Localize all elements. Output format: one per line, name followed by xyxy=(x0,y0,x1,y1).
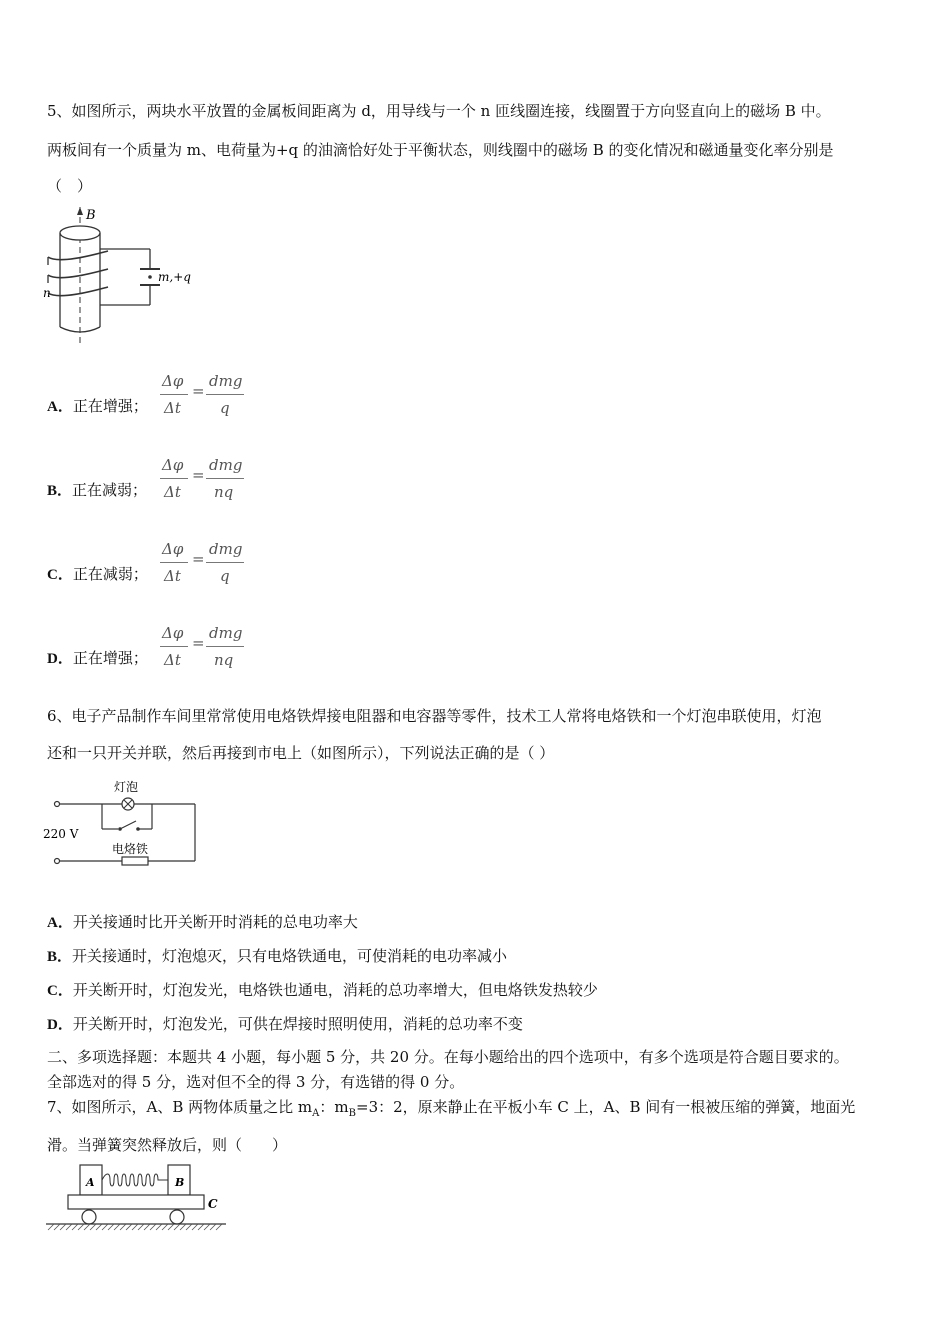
q5-option-formula: Δφ Δt = dmg nq xyxy=(162,456,243,501)
q6-bulb-label: 灯泡 xyxy=(114,780,139,794)
section2-line2: 全部选对的得 5 分，选对但不全的得 3 分，有选错的得 0 分。 xyxy=(47,1073,465,1091)
q7-label-A: A xyxy=(86,1176,95,1189)
q7-line1: 7、如图所示，A、B 两物体质量之比 $m_A$：$m_B=3$：2，原来静止在平板小车 C 上，A、B 间有一根被压缩的弹簧，地面光 xyxy=(47,1098,856,1119)
spring-icon xyxy=(102,1174,168,1186)
q6-option-d: D．开关断开时，灯泡发光，可供在焊接时照明使用，消耗的总功率不变 xyxy=(47,1015,523,1033)
q6-line1: 6、电子产品制作车间里常常使用电烙铁焊接电阻器和电容器等零件，技术工人常将电烙铁和一个灯泡串联使用，灯泡 xyxy=(47,707,822,725)
q6-line2: 还和一只开关并联，然后再接到市电上（如图所示），下列说法正确的是（ ） xyxy=(47,744,555,762)
q6-option-c: C．开关断开时，灯泡发光，电烙铁也通电，消耗的总功率增大，但电烙铁发热较少 xyxy=(47,981,598,999)
q7-cart-figure xyxy=(44,1160,234,1240)
q6-voltage-label: 220 V xyxy=(43,827,79,841)
q5-option-formula: Δφ Δt = dmg q xyxy=(162,540,243,585)
q5-line2: 两板间有一个质量为 m、电荷量为+q 的油滴恰好处于平衡状态，则线圈中的磁场 B 的变化情况和磁通量变化率分别是 xyxy=(47,141,834,159)
q7-label-C: C xyxy=(208,1197,218,1211)
q5-label-mq: m,+q xyxy=(158,270,191,284)
q5-label-B: B xyxy=(86,208,96,223)
q5-coil-figure xyxy=(40,205,210,350)
q5-option-formula: Δφ Δt = dmg q xyxy=(162,372,243,417)
q5-option-formula: Δφ Δt = dmg nq xyxy=(162,624,243,669)
switch-icon xyxy=(120,821,136,829)
q5-line3: （ ） xyxy=(47,177,93,195)
q6-circuit-figure xyxy=(40,775,210,870)
resistor-icon xyxy=(122,857,148,865)
q7-label-B: B xyxy=(175,1176,185,1189)
q6-option-a: A．开关接通时比开关断开时消耗的总电功率大 xyxy=(47,913,358,931)
section2-line1: 二、多项选择题：本题共 4 小题，每小题 5 分，共 20 分。在每小题给出的四个选项中，有多个选项是符合题目要求的。 xyxy=(47,1048,849,1066)
q7-line2: 滑。当弹簧突然释放后，则（ ） xyxy=(47,1136,288,1154)
q6-option-b: B．开关接通时，灯泡熄灭，只有电烙铁通电，可使消耗的电功率减小 xyxy=(47,947,508,965)
q5-line1: 5、如图所示，两块水平放置的金属板间距离为 d，用导线与一个 n 匝线圈连接，线圈置于方向竖直向上的磁场 B 中。 xyxy=(47,102,831,120)
q5-label-n: n xyxy=(43,286,51,300)
q6-iron-label: 电烙铁 xyxy=(112,842,149,856)
